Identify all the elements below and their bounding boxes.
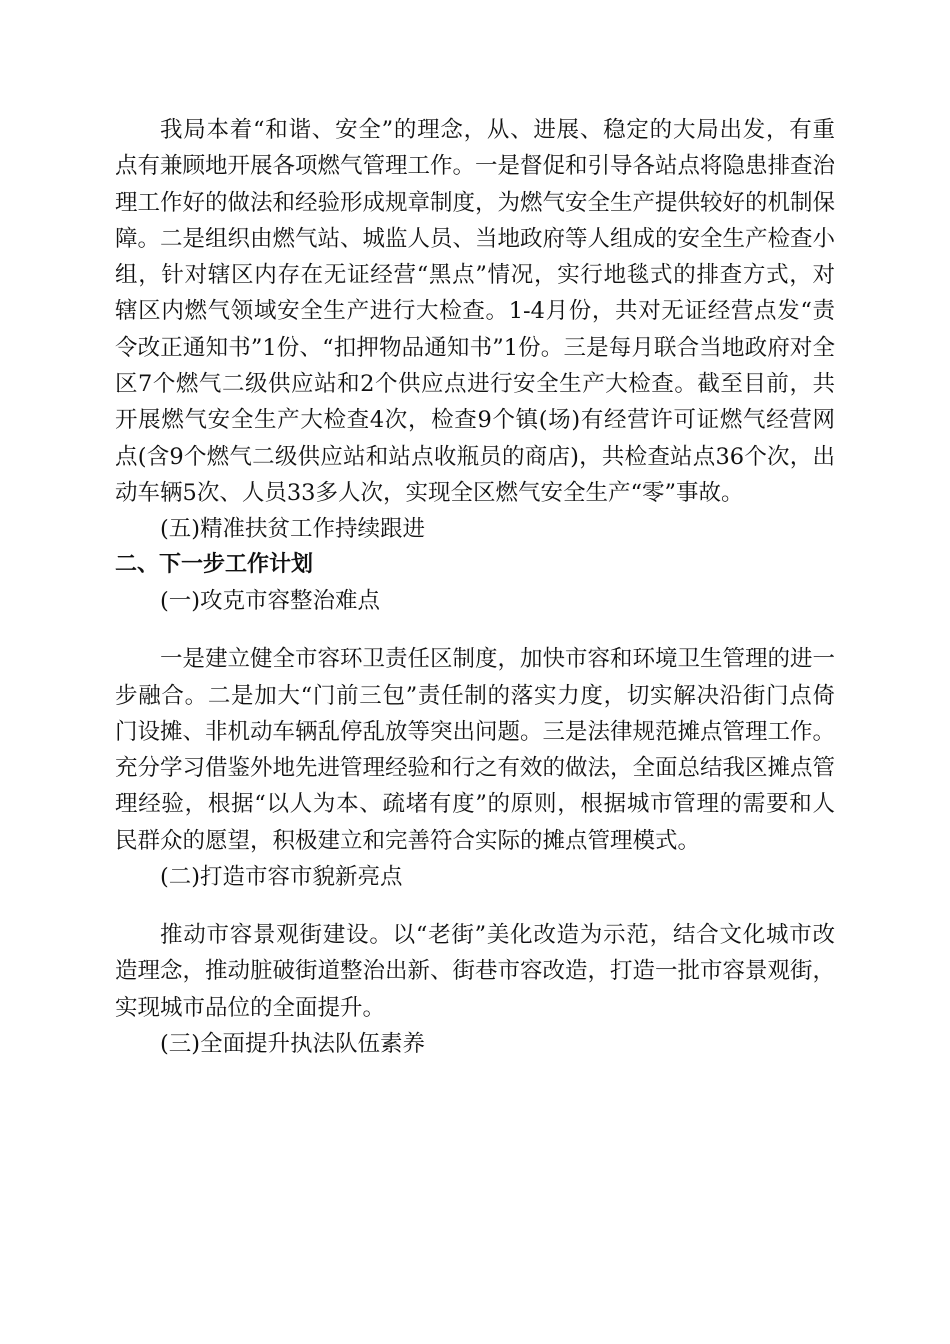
subheading-poverty-alleviation: (五)精准扶贫工作持续跟进	[160, 516, 426, 543]
subheading-city-appearance: (一)攻克市容整治难点	[160, 588, 381, 615]
paragraph-city-appearance: 一是建立健全市容环卫责任区制度，加快市容和环境卫生管理的进一步融合。二是加大“门前三包”责任制的落实力度，切实解决沿街门点倚门设摊、非机动车辆乱停乱放等突出问题。三是法律规范摊点管理工作。充分学习借鉴外地先进管理经验和行之有效的做法，全面总结我区摊点管理经验，根据“以人为本、疏堵有度”的原则，根据城市管理的需要和人民群众的愿望，积极建立和完善符合实际的摊点管理模式。	[115, 646, 836, 854]
subheading-new-highlights: (二)打造市容市貌新亮点	[160, 864, 403, 891]
section-heading-next-plan: 二、下一步工作计划	[115, 552, 314, 578]
paragraph-new-highlights: 推动市容景观街建设。以“老街”美化改造为示范，结合文化城市改造理念，推动脏破街道整治出新、街巷市容改造，打造一批市容景观街，实现城市品位的全面提升。	[115, 922, 836, 1021]
paragraph-gas-management: 我局本着“和谐、安全”的理念，从、进展、稳定的大局出发，有重点有兼顾地开展各项燃气管理工作。一是督促和引导各站点将隐患排查治理工作好的做法和经验形成规章制度，为燃气安全生产提供较好的机制保障。二是组织由燃气站、城监人员、当地政府等人组成的安全生产检查小组，针对辖区内存在无证经营“黑点”情况，实行地毯式的排查方式，对辖区内燃气领域安全生产进行大检查。1-4月份，共对无证经营点发“责令改正通知书”1份、“扣押物品通知书”1份。三是每月联合当地政府对全区7个燃气二级供应站和2个供应点进行安全生产大检查。截至目前，共开展燃气安全生产大检查4次，检查9个镇(场)有经营许可证燃气经营网点(含9个燃气二级供应站和站点收瓶员的商店)，共检查站点36个次，出动车辆5次、人员33多人次，实现全区燃气安全生产“零”事故。	[115, 117, 836, 506]
document-page	[115, 112, 835, 1062]
subheading-enforcement-team: (三)全面提升执法队伍素养	[160, 1030, 426, 1057]
